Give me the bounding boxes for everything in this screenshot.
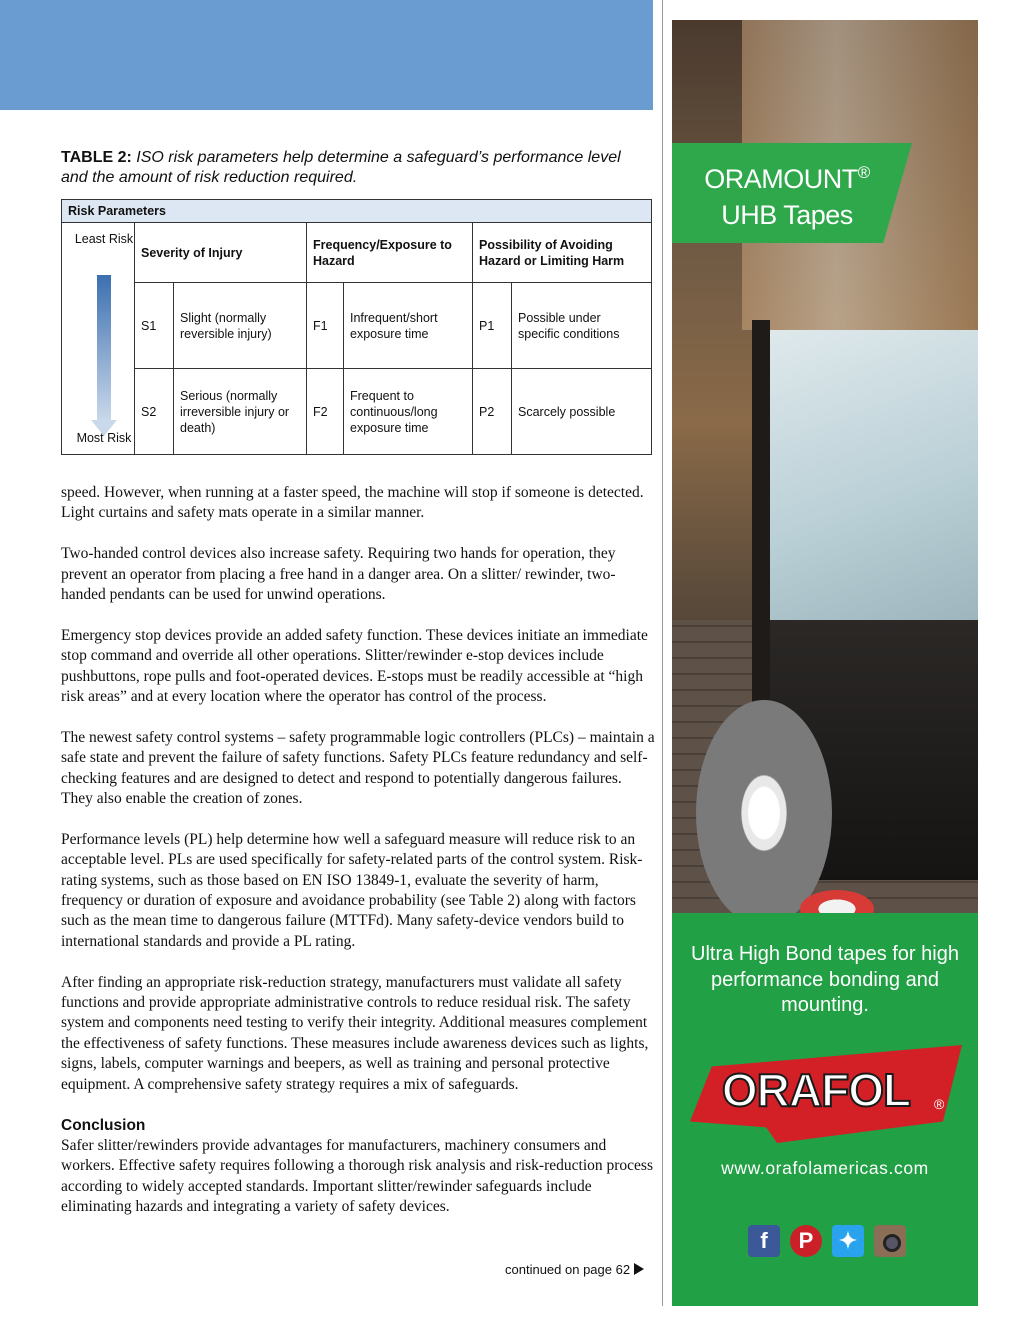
paragraph: Emergency stop devices provide an added safety function. These devices initiate an immediate stop command and override all other operations. Slitter/rewinder e-stop devices include pushbuttons, rope pulls and foot-operated devices. E-stops must be readily accessible at “high risk areas” and at every location where the operator has control of the process. <box>61 626 648 706</box>
social-icons <box>748 1225 908 1259</box>
table-caption-label: TABLE 2: <box>61 149 132 166</box>
p-code: P1 <box>473 283 512 369</box>
table-row <box>62 283 652 369</box>
pinterest-icon[interactable]: P <box>790 1225 822 1257</box>
col-severity: Severity of Injury <box>135 223 307 283</box>
orafol-logo: ORAFOL <box>721 1064 911 1116</box>
facebook-icon[interactable]: f <box>748 1225 780 1257</box>
play-arrow-icon <box>634 1263 644 1275</box>
glass-panel <box>764 330 978 620</box>
risk-arrow-icon <box>97 275 111 420</box>
s-text: Slight (normally reversible injury) <box>174 283 307 369</box>
product-name <box>672 163 902 195</box>
s-text: Serious (normally irreversible injury or death) <box>174 369 307 455</box>
p-text: Scarcely possible <box>512 369 652 455</box>
tape-roll-large <box>696 700 832 926</box>
s-code: S1 <box>135 283 174 369</box>
col-frequency: Frequency/Exposure to Hazard <box>307 223 473 283</box>
ad-tagline: Ultra High Bond tapes for high performance bonding and mounting. <box>691 943 959 1016</box>
table-row <box>62 369 652 455</box>
twitter-icon[interactable]: ✦ <box>832 1225 864 1257</box>
risk-parameters-table <box>61 199 652 455</box>
ad-url-link[interactable]: www.orafolamericas.com <box>721 1158 929 1178</box>
f-text: Frequent to continuous/long exposure time <box>344 369 473 455</box>
continued-text: continued on page 62 <box>505 1262 631 1277</box>
conclusion-heading: Conclusion <box>61 1116 146 1134</box>
f-code: F1 <box>307 283 344 369</box>
p-text: Possible under specific conditions <box>512 283 652 369</box>
table-header: Risk Parameters <box>62 200 652 223</box>
f-text: Infrequent/short exposure time <box>344 283 473 369</box>
conclusion-paragraph: Safer slitter/rewinders provide advantages for manufacturers, machinery consumers and workers. Effective safety requires following a thorough risk analysis and risk-reduction process according to widely accepted standards. Important slitter/rewinder safeguards include eliminating hazards and integrating a variety of safety devices. <box>61 1136 653 1216</box>
paragraph: Two-handed control devices also increase safety. Requiring two hands for operation, they prevent an operator from placing a free hand in a danger area. On a slitter/ rewinder, two-handed pendants can be used for unwind operations. <box>61 545 616 604</box>
paragraph: speed. However, when running at a faster speed, the machine will stop if someone is detected. Light curtains and safety mats operate in a similar manner. <box>61 484 644 522</box>
s-code: S2 <box>135 369 174 455</box>
orafol-advertisement[interactable] <box>672 20 978 1306</box>
paragraph: After finding an appropriate risk-reduction strategy, manufacturers must validate all safety functions and provide appropriate administrative controls to reduce residual risk. The safety system and components need testing to verify their integrity. Additional measures complement the effectiveness of safety functions. These measures include awareness devices such as lights, signs, labels, computer warnings and beepers, as well as training and personal protective equipment. A comprehensive safety strategy requires a mix of safeguards. <box>61 973 649 1093</box>
table-caption <box>61 148 651 188</box>
header-color-band <box>0 0 653 110</box>
col-possibility: Possibility of Avoiding Hazard or Limiting Harm <box>473 223 652 283</box>
product-line2: UHB Tapes <box>721 200 853 230</box>
paragraph: Performance levels (PL) help determine how well a safeguard measure will reduce risk to an acceptable level. PLs are used specifically for safety-related parts of the control system. Risk-rating systems, such as those based on EN ISO 13849-1, evaluate the severity of harm, frequency or duration of exposure and avoidance probability (see Table 2) along with factors such as the mean time to dangerous failure (MTTFd). Many safety-device vendors build to international standards and provide a PL rating. <box>61 830 643 950</box>
risk-scale <box>62 223 135 455</box>
article-body <box>61 483 656 1238</box>
camera-lens <box>883 1234 901 1252</box>
f-code: F2 <box>307 369 344 455</box>
scale-most-risk: Most Risk <box>76 431 132 445</box>
paragraph: The newest safety control systems – safety programmable logic controllers (PLCs) – maintain a safe state and prevent the failure of safety functions. Safety PLCs feature redundancy and self-checking features and are designed to detect and respond to potentially dangerous failures. They also enable the creation of zones. <box>61 728 655 808</box>
column-divider <box>662 0 663 1306</box>
registered-mark: ® <box>857 163 870 182</box>
logo-registered-mark: ® <box>934 1096 945 1112</box>
table-caption-text: ISO risk parameters help determine a safeguard’s performance level and the amount of risk reduction required. <box>61 149 621 186</box>
product-line1: ORAMOUNT <box>704 164 858 194</box>
instagram-icon[interactable] <box>874 1225 906 1257</box>
continued-link[interactable] <box>505 1262 644 1277</box>
p-code: P2 <box>473 369 512 455</box>
scale-least-risk: Least Risk <box>74 232 134 246</box>
